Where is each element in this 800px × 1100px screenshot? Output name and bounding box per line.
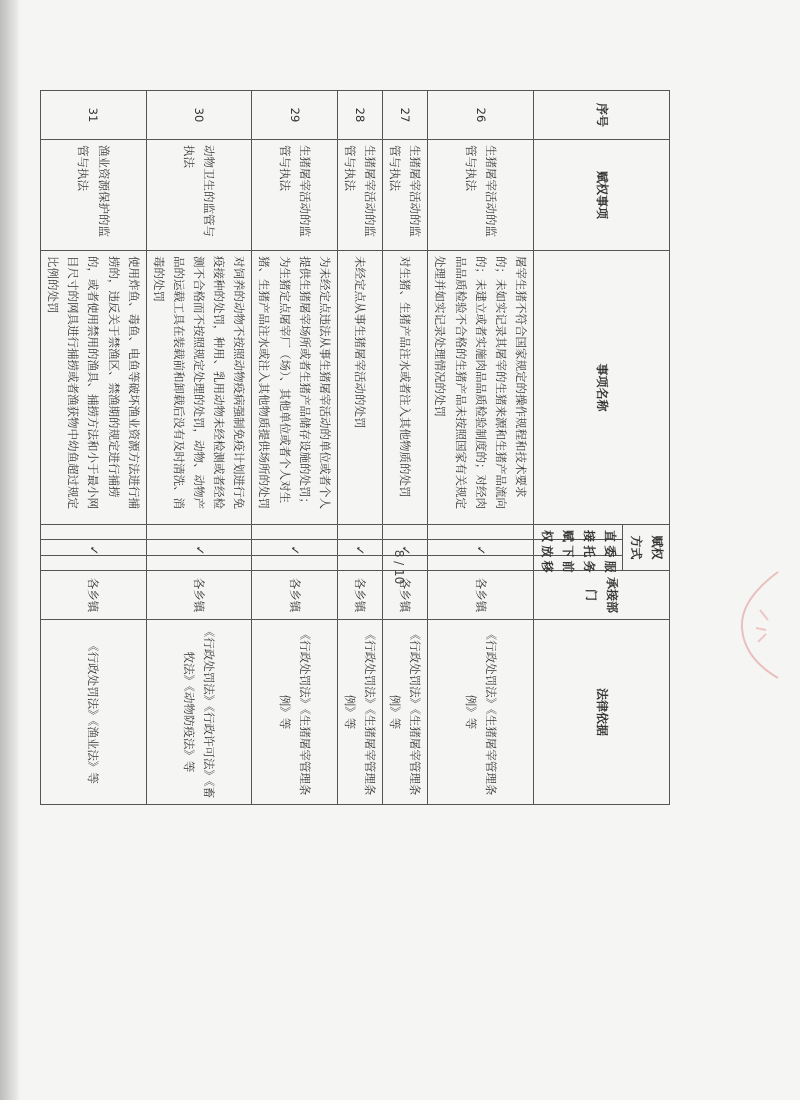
cell-dept: 各乡镇 <box>428 571 534 620</box>
cell-no: 28 <box>337 91 382 140</box>
cell-item: 生猪屠宰活动的监管与执法 <box>252 140 338 251</box>
cell-direct <box>41 525 147 540</box>
header-desc: 事项名称 <box>534 251 670 525</box>
cell-desc: 为未经定点违法从事生猪屠宰活动的单位或者个人提供生猪屠宰场所或者生猪产品储存设施的处罚；为生猪定点屠宰厂（场）、其他单位或者个人对生猪、生猪产品注水或注入其他物质提供场所的处罚 <box>252 251 338 525</box>
cell-desc: 使用炸鱼、毒鱼、电鱼等破坏渔业资源方法进行捕捞的，违反关于禁渔区、禁渔期的规定进行捕捞的，或者使用禁用的渔具、捕捞方法和小于最小网目尺寸的网具进行捕捞或者渔获物中幼鱼超过规定比例的处罚 <box>41 251 147 525</box>
authority-table <box>40 90 670 805</box>
cell-desc: 对饲养的动物不按照动物疫病强制免疫计划进行免疫接种的处罚，种用、乳用动物未经检测或者经检测不合格而不按照规定处理的处罚，动物、动物产品的运载工具在装载前和卸载后没有及时清洗、消毒的处罚 <box>146 251 252 525</box>
table-row <box>146 91 252 805</box>
cell-service <box>337 555 382 570</box>
rotated-table-container <box>46 90 670 805</box>
cell-no: 29 <box>252 91 338 140</box>
cell-direct <box>337 525 382 540</box>
table-row <box>337 91 382 805</box>
cell-direct <box>252 525 338 540</box>
cell-item: 生猪屠宰活动的监管与执法 <box>383 140 428 251</box>
cell-law: 《行政处罚法》《生猪屠宰管理条例》等 <box>337 620 382 805</box>
cell-desc: 屠宰生猪不符合国家规定的操作规程和技术要求的；未如实记录其屠宰的生猪来源和生猪产品流向的；未建立或者实施肉品品质检验制度的；对经肉品品质检验不合格的生猪产品未按照国家有关规定处理并如实记录处理情况的处罚 <box>428 251 534 525</box>
page-number: 8 / 10 <box>392 549 406 585</box>
cell-item: 动物卫生的监管与执法 <box>146 140 252 251</box>
header-no: 序号 <box>534 91 670 140</box>
cell-service <box>41 555 147 570</box>
table-header-row <box>623 91 670 805</box>
cell-direct <box>428 525 534 540</box>
cell-no: 26 <box>428 91 534 140</box>
cell-service <box>146 555 252 570</box>
cell-entrust: ✓ <box>428 540 534 555</box>
cell-dept: 各乡镇 <box>337 571 382 620</box>
cell-desc: 对生猪、生猪产品注水或者注入其他物质的处罚 <box>383 251 428 525</box>
cell-entrust: ✓ <box>337 540 382 555</box>
header-item: 赋权事项 <box>534 140 670 251</box>
header-direct: 直接赋权 <box>534 525 623 540</box>
cell-item: 生猪屠宰活动的监管与执法 <box>428 140 534 251</box>
scanner-shadow <box>0 0 20 1100</box>
cell-dept: 各乡镇 <box>41 571 147 620</box>
cell-law: 《行政处罚法》《生猪屠宰管理条例》等 <box>383 620 428 805</box>
header-dept: 承接部门 <box>534 571 670 620</box>
cell-direct <box>383 525 428 540</box>
cell-entrust: ✓ <box>41 540 147 555</box>
table-row <box>41 91 147 805</box>
cell-item: 生猪屠宰活动的监管与执法 <box>337 140 382 251</box>
cell-direct <box>146 525 252 540</box>
table-row <box>428 91 534 805</box>
cell-law: 《行政处罚法》《生猪屠宰管理条例》等 <box>252 620 338 805</box>
cell-dept: 各乡镇 <box>383 571 428 620</box>
cell-no: 27 <box>383 91 428 140</box>
cell-service <box>252 555 338 570</box>
cell-law: 《行政处罚法》《生猪屠宰管理条例》等 <box>428 620 534 805</box>
cell-service <box>428 555 534 570</box>
cell-entrust: ✓ <box>252 540 338 555</box>
cell-no: 30 <box>146 91 252 140</box>
table-row <box>383 91 428 805</box>
cell-entrust: ✓ <box>383 540 428 555</box>
header-service: 服务前移 <box>534 555 623 570</box>
cell-entrust: ✓ <box>146 540 252 555</box>
cell-law: 《行政处罚法》《行政许可法》《畜牧法》《动物防疫法》等 <box>146 620 252 805</box>
cell-no: 31 <box>41 91 147 140</box>
header-entrust: 委托下放 <box>534 540 623 555</box>
cell-dept: 各乡镇 <box>146 571 252 620</box>
header-method: 赋权方式 <box>623 525 670 571</box>
cell-dept: 各乡镇 <box>252 571 338 620</box>
cell-item: 渔业资源保护的监管与执法 <box>41 140 147 251</box>
cell-desc: 未经定点从事生猪屠宰活动的处罚 <box>337 251 382 525</box>
header-law: 法律依据 <box>534 620 670 805</box>
red-seal-stamp-fragment <box>720 570 780 680</box>
table-row <box>252 91 338 805</box>
cell-law: 《行政处罚法》《渔业法》等 <box>41 620 147 805</box>
